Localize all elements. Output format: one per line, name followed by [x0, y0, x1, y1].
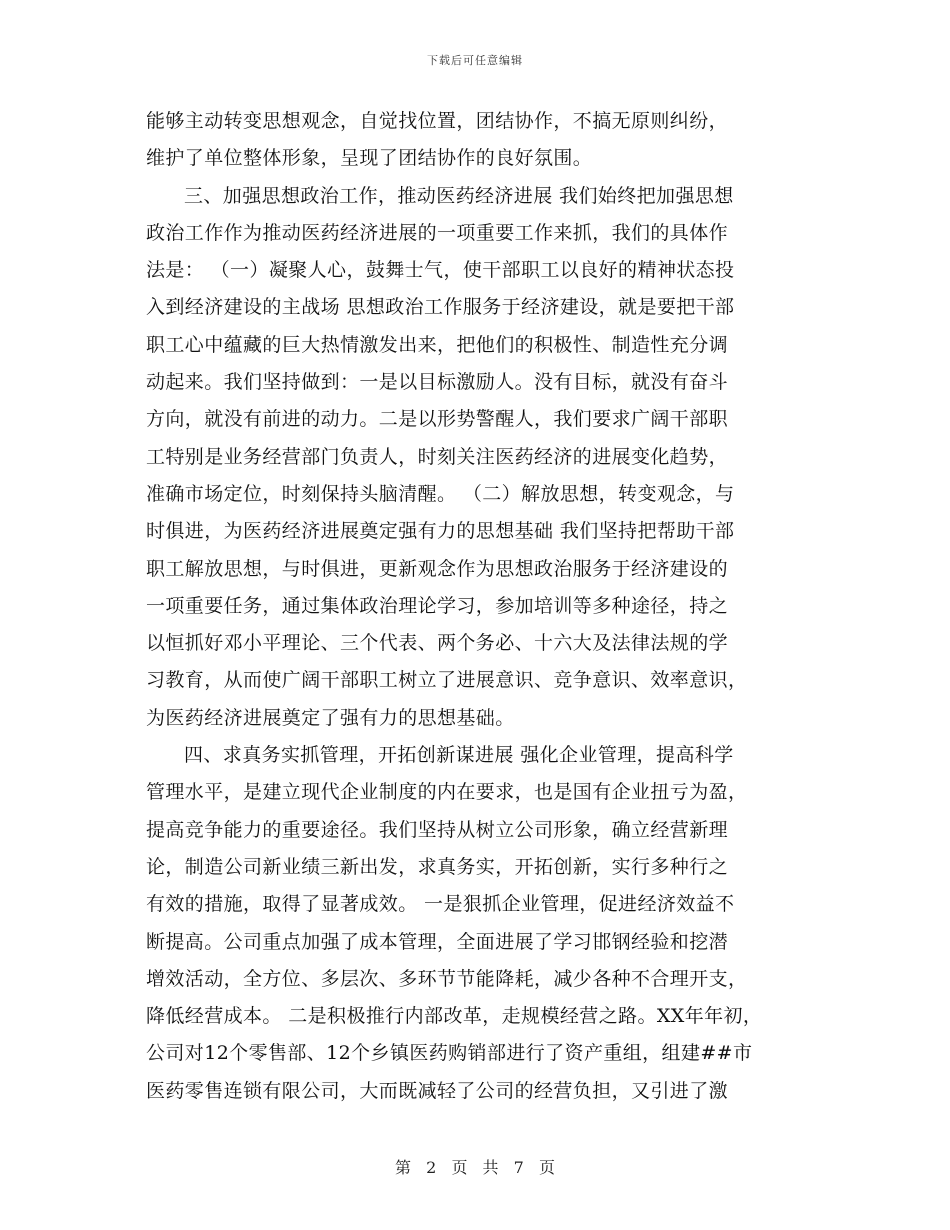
text-line: 增效活动，全方位、多层次、多环节节能降耗，减少各种不合理开支， — [146, 967, 748, 990]
footer-label-ye: 页 — [451, 1158, 468, 1177]
text-line: 入到经济建设的主战场 思想政治工作服务于经济建设，就是要把干部 — [146, 296, 735, 319]
footer-label-ye-2: 页 — [538, 1158, 555, 1177]
text-line: 职工解放思想，与时俱进，更新观念作为思想政治服务于经济建设的 — [146, 557, 729, 580]
footer-label-di: 第 — [395, 1158, 412, 1177]
document-body — [146, 103, 826, 1110]
text-line: 为医药经济进展奠定了强有力的思想基础。 — [146, 706, 515, 729]
text-line: 准确市场定位，时刻保持头脑清醒。 （二）解放思想，转变观念，与 — [146, 482, 735, 505]
text-line: 工特别是业务经营部门负责人，时刻关注医药经济的进展变化趋势， — [146, 445, 729, 468]
page-footer — [0, 1155, 950, 1178]
total-page-number: 7 — [513, 1158, 524, 1177]
text-line: 一项重要任务，通过集体政治理论学习，参加培训等多种途径，持之 — [146, 594, 729, 617]
text-line: 公司对12个零售部、12个乡镇医药购销部进行了资产重组，组建##市 — [146, 1042, 753, 1065]
text-line: 政治工作作为推动医药经济进展的一项重要工作来抓，我们的具体作 — [146, 221, 729, 244]
text-line: 时俱进，为医药经济进展奠定强有力的思想基础 我们坚持把帮助干部 — [146, 520, 735, 543]
text-line: 管理水平，是建立现代企业制度的内在要求，也是国有企业扭亏为盈， — [146, 781, 748, 804]
text-line: 提高竞争能力的重要途径。我们坚持从树立公司形象，确立经营新理 — [146, 818, 729, 841]
text-line: 维护了单位整体形象，呈现了团结协作的良好氛围。 — [146, 147, 593, 170]
text-line: 断提高。公司重点加强了成本管理，全面进展了学习邯钢经验和挖潜 — [146, 930, 729, 953]
footer-label-gong: 共 — [482, 1158, 499, 1177]
text-line: 方向，就没有前进的动力。二是以形势警醒人，我们要求广阔干部职 — [146, 408, 729, 431]
page-header-note: 下载后可任意编辑 — [427, 54, 523, 67]
text-line: 降低经营成本。 二是积极推行内部改革，走规模经营之路。XX年年初， — [146, 1005, 763, 1028]
text-line: 职工心中蕴藏的巨大热情激发出来，把他们的积极性、制造性充分调 — [146, 333, 729, 356]
text-line: 论，制造公司新业绩三新出发，求真务实，开拓创新，实行多种行之 — [146, 855, 729, 878]
text-line: 医药零售连锁有限公司，大而既减轻了公司的经营负担，又引进了激 — [146, 1079, 729, 1102]
text-line: 以恒抓好邓小平理论、三个代表、两个务必、十六大及法律法规的学 — [146, 632, 729, 655]
text-line: 动起来。我们坚持做到：一是以目标激励人。没有目标，就没有奋斗 — [146, 371, 729, 394]
section-heading-line: 三、加强思想政治工作，推动医药经济进展 我们始终把加强思想 — [184, 184, 734, 207]
text-line: 有效的措施，取得了显著成效。 一是狠抓企业管理，促进经济效益不 — [146, 893, 735, 916]
text-line: 能够主动转变思想观念，自觉找位置，团结协作，不搞无原则纠纷， — [146, 110, 729, 132]
text-line: 法是： （一）凝聚人心，鼓舞士气，使干部职工以良好的精神状态投 — [146, 259, 735, 282]
current-page-number: 2 — [426, 1158, 437, 1177]
section-heading-line: 四、求真务实抓管理，开拓创新谋进展 强化企业管理，提高科学 — [184, 744, 734, 767]
text-line: 习教育，从而使广阔干部职工树立了进展意识、竞争意识、效率意识， — [146, 669, 748, 692]
